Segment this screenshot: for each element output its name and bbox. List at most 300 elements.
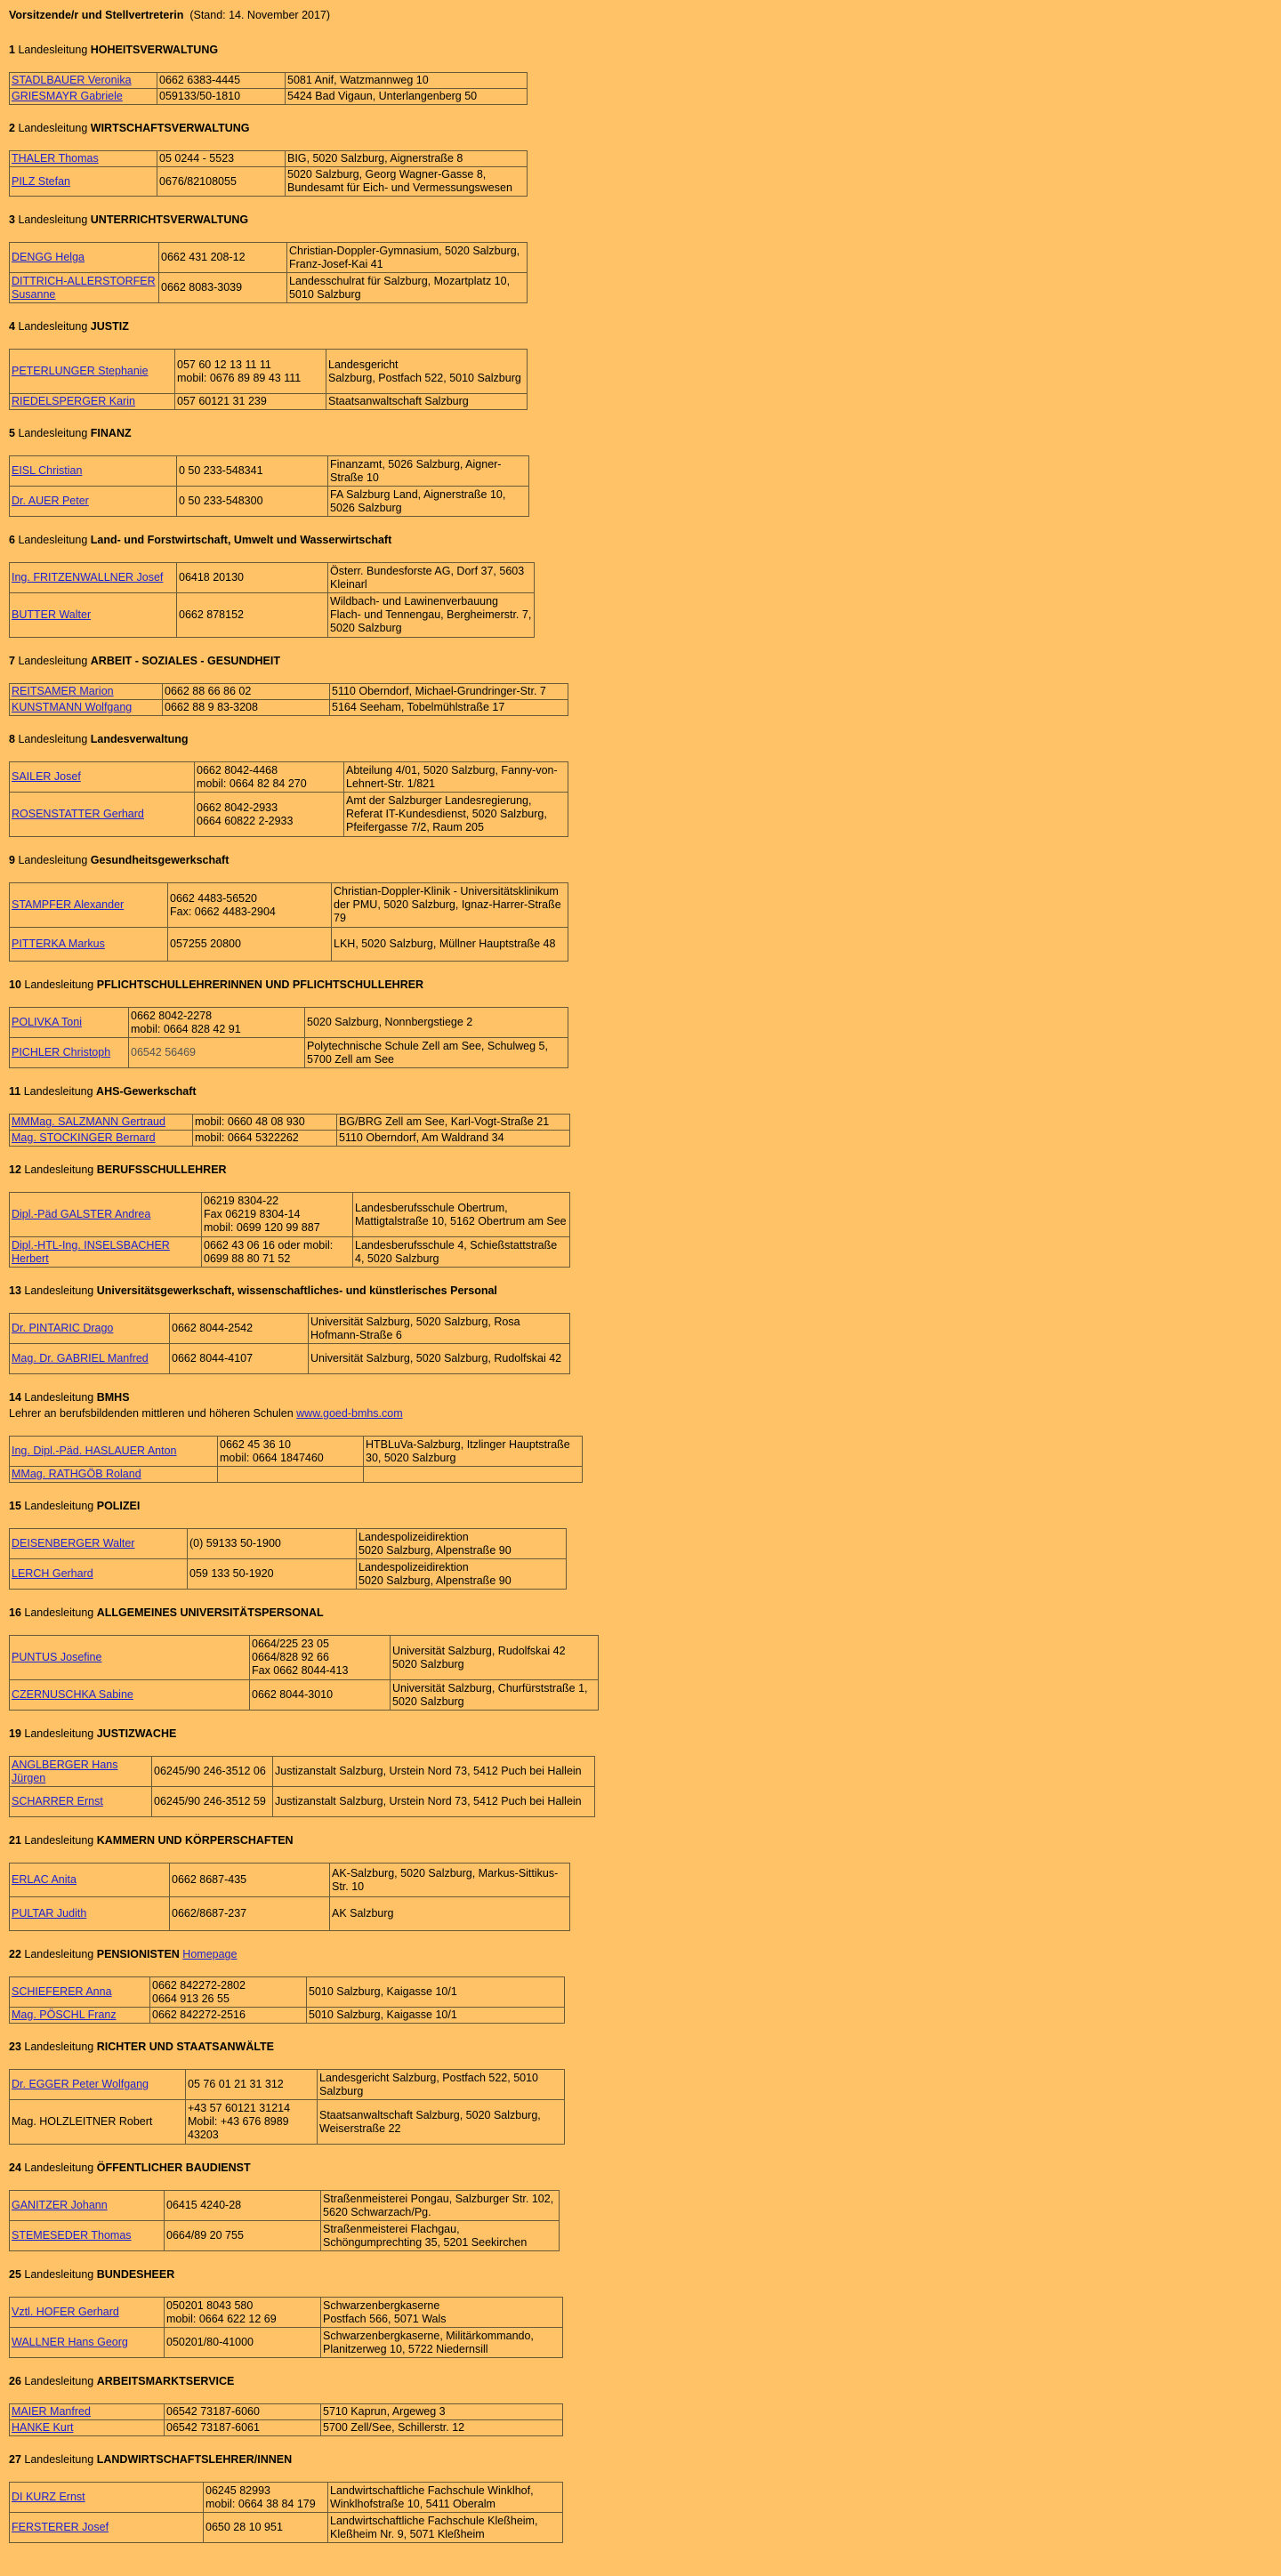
phone-cell	[165, 2404, 321, 2420]
table-row	[10, 762, 568, 793]
name-cell	[10, 2008, 150, 2024]
section-label-prefix: Landesleitung	[18, 733, 88, 745]
section-4	[9, 318, 1281, 410]
section-number: 1	[9, 44, 15, 56]
contact-name-link[interactable]: SCHARRER Ernst	[12, 1795, 103, 1807]
name-cell	[10, 394, 175, 410]
section-label-prefix: Landesleitung	[24, 1834, 94, 1847]
contact-name-link[interactable]: STAMPFER Alexander	[12, 898, 125, 911]
address-text: Justizanstalt Salzburg, Urstein Nord 73, 5412 Puch bei Hallein	[275, 1795, 582, 1807]
section-name: JUSTIZ	[90, 320, 129, 333]
phone-number: 0662 878152	[179, 608, 244, 621]
phone-number: 05 0244 - 5523	[159, 152, 235, 165]
section-name: RICHTER UND STAATSANWÄLTE	[96, 2041, 275, 2053]
contacts-table	[9, 2482, 563, 2543]
section-note	[9, 1405, 1281, 1421]
section-title	[9, 977, 1281, 993]
contact-name-link[interactable]: MMag. RATHGÖB Roland	[12, 1468, 141, 1480]
address-text: AK-Salzburg, 5020 Salzburg, Markus-Sittikus-Str. 10	[332, 1866, 559, 1893]
section-number: 21	[9, 1834, 21, 1847]
contacts-table	[9, 882, 568, 962]
address-cell	[307, 2008, 565, 2024]
address-cell	[305, 1038, 568, 1068]
table-row	[10, 793, 568, 837]
contacts-table	[9, 562, 535, 638]
contacts-table	[9, 1756, 595, 1817]
section-name: JUSTIZWACHE	[96, 1727, 177, 1740]
name-cell	[10, 167, 157, 197]
name-cell	[10, 684, 163, 700]
table-row	[10, 1344, 570, 1374]
contact-name-link[interactable]: SCHIEFERER Anna	[12, 1985, 112, 1998]
contact-name-link[interactable]: PULTAR Judith	[12, 1907, 87, 1920]
address-text: Universität Salzburg, 5020 Salzburg, Rosa Hofmann-Straße 6	[310, 1315, 520, 1341]
section-title	[9, 212, 1281, 228]
contact-name-link[interactable]: STEMESEDER Thomas	[12, 2229, 132, 2242]
address-cell	[287, 243, 528, 273]
phone-cell	[165, 2298, 321, 2328]
phone-number: 0 50 233-548341	[179, 464, 263, 477]
phone-number: 0650 28 10 951	[205, 2521, 283, 2533]
contact-name-link[interactable]: Ing. FRITZENWALLNER Josef	[12, 571, 164, 584]
phone-number: mobil: 0660 48 08 930	[195, 1115, 305, 1128]
contact-name-link[interactable]: WALLNER Hans Georg	[12, 2336, 128, 2348]
contact-name-link[interactable]: ANGLBERGER Hans Jürgen	[12, 1758, 118, 1784]
phone-cell	[193, 1131, 337, 1147]
table-row	[10, 684, 568, 700]
contact-name-link[interactable]: ROSENSTATTER Gerhard	[12, 808, 144, 820]
phone-cell	[170, 1314, 309, 1344]
contact-name-link[interactable]: FERSTERER Josef	[12, 2521, 109, 2533]
table-row	[10, 243, 528, 273]
section-name: BUNDESHEER	[96, 2268, 175, 2281]
address-text: AK Salzburg	[332, 1907, 394, 1920]
contact-name-link[interactable]: DI KURZ Ernst	[12, 2491, 85, 2503]
table-row	[10, 593, 535, 638]
contact-name-link[interactable]: SAILER Josef	[12, 770, 81, 783]
section-label-prefix: Landesleitung	[23, 1085, 93, 1098]
table-row	[10, 2100, 565, 2145]
name-cell	[10, 700, 163, 716]
contacts-table	[9, 2190, 560, 2251]
name-cell	[10, 1559, 188, 1590]
contact-name-link[interactable]: PILZ Stefan	[12, 174, 71, 188]
phone-number: 0662 88 66 86 02	[165, 685, 252, 697]
address-text: HTBLuVa-Salzburg, Itzlinger Hauptstraße 30, 5020 Salzburg	[366, 1437, 570, 1464]
address-cell	[286, 151, 528, 167]
section-title	[9, 2160, 1281, 2176]
section-name: POLIZEI	[96, 1500, 141, 1512]
address-text: Universität Salzburg, 5020 Salzburg, Rudolfskai 42	[310, 1352, 562, 1364]
contact-name-link[interactable]: PICHLER Christoph	[12, 1046, 111, 1059]
address-cell	[344, 762, 568, 793]
section-number: 11	[9, 1085, 21, 1098]
contact-name-link[interactable]: POLIVKA Toni	[12, 1016, 82, 1028]
phone-number: 0662 8042-2933 0664 60822 2-2933	[197, 801, 294, 827]
phone-number: 0676/82108055	[159, 174, 237, 188]
address-text: Österr. Bundesforste AG, Dorf 37, 5603 Kleinarl	[330, 564, 525, 591]
section-title	[9, 2266, 1281, 2282]
phone-cell	[165, 2328, 321, 2358]
address-cell	[273, 1757, 595, 1787]
table-row	[10, 1559, 567, 1590]
section-title	[9, 1389, 1281, 1405]
address-text: 5010 Salzburg, Kaigasse 10/1	[309, 1985, 457, 1998]
table-row	[10, 2483, 563, 2513]
phone-number: 0662/8687-237	[172, 1907, 247, 1920]
section-label-prefix: Landesleitung	[24, 1391, 94, 1404]
section-name: FINANZ	[90, 427, 132, 439]
section-label-prefix: Landesleitung	[18, 213, 88, 226]
address-cell	[328, 487, 529, 517]
contacts-table	[9, 761, 568, 837]
section-title	[9, 1083, 1281, 1099]
phone-number: 06542 73187-6061	[166, 2421, 260, 2434]
section-label-prefix: Landesleitung	[24, 1163, 94, 1176]
section-11	[9, 1083, 1281, 1147]
address-cell	[305, 1008, 568, 1038]
address-cell	[332, 928, 568, 962]
section-name: ÖFFENTLICHER BAUDIENST	[96, 2161, 251, 2174]
address-cell	[307, 1977, 565, 2008]
section-name: AHS-Gewerkschaft	[96, 1085, 197, 1098]
address-cell	[286, 167, 528, 197]
section-number: 10	[9, 978, 21, 991]
name-cell	[10, 2483, 204, 2513]
address-text: Justizanstalt Salzburg, Urstein Nord 73, 5412 Puch bei Hallein	[275, 1765, 582, 1777]
phone-cell	[177, 563, 328, 593]
contact-name-link[interactable]: REITSAMER Marion	[12, 685, 114, 697]
section-name: Universitätsgewerkschaft, wissenschaftliches- und künstlerisches Personal	[96, 1284, 497, 1297]
table-row	[10, 2328, 563, 2358]
contact-name-link[interactable]: RIEDELSPERGER Karin	[12, 395, 135, 407]
address-cell	[332, 883, 568, 928]
contact-name-link[interactable]: Dr. EGGER Peter Wolfgang	[12, 2078, 149, 2090]
section-name: WIRTSCHAFTSVERWALTUNG	[90, 122, 250, 134]
table-row	[10, 1131, 570, 1147]
phone-number: 0662 8044-3010	[252, 1688, 334, 1701]
phone-number: 0662 842272-2802 0664 913 26 55	[152, 1978, 246, 2005]
address-cell	[318, 2070, 565, 2100]
section-title	[9, 1498, 1281, 1514]
table-row	[10, 2221, 560, 2251]
contact-name-link[interactable]: Dipl.-HTL-Ing. INSELSBACHER Herbert	[12, 1238, 170, 1265]
name-cell	[10, 1344, 170, 1374]
section-23	[9, 2039, 1281, 2145]
contacts-table	[9, 455, 529, 517]
name-cell	[10, 273, 159, 303]
address-text: Schwarzenbergkaserne Postfach 566, 5071 Wals	[323, 2298, 447, 2325]
section-number: 14	[9, 1391, 21, 1404]
section-number: 8	[9, 733, 15, 745]
contacts-table	[9, 1528, 567, 1590]
address-cell	[321, 2420, 563, 2436]
name-cell	[10, 928, 168, 962]
address-cell	[326, 394, 528, 410]
phone-number: (0) 59133 50-1900	[189, 1537, 281, 1550]
name-cell	[10, 1680, 250, 1711]
contacts-table	[9, 349, 528, 410]
section-name: BMHS	[96, 1391, 130, 1404]
section-12	[9, 1162, 1281, 1268]
address-cell	[330, 684, 568, 700]
section-name: LANDWIRTSCHAFTSLEHRER/INNEN	[96, 2453, 293, 2466]
phone-cell	[250, 1636, 391, 1680]
contact-name-link[interactable]: GRIESMAYR Gabriele	[12, 90, 123, 102]
table-row	[10, 487, 529, 517]
phone-cell	[159, 243, 287, 273]
contact-name-link[interactable]: Vztl. HOFER Gerhard	[12, 2306, 119, 2318]
table-row	[10, 89, 528, 105]
address-cell	[337, 1115, 570, 1131]
section-label-prefix: Landesleitung	[18, 534, 88, 546]
contact-name-link[interactable]: PETERLUNGER Stephanie	[12, 365, 149, 377]
phone-cell	[195, 793, 344, 837]
phone-cell	[193, 1115, 337, 1131]
address-cell	[309, 1314, 570, 1344]
name-cell	[10, 456, 177, 487]
name-cell	[10, 487, 177, 517]
phone-number: mobil: 0664 5322262	[195, 1131, 299, 1144]
section-title	[9, 2373, 1281, 2389]
address-text: Straßenmeisterei Pongau, Salzburger Str. 102, 5620 Schwarzach/Pg.	[323, 2192, 554, 2218]
section-number: 7	[9, 655, 15, 667]
section-name: ALLGEMEINES UNIVERSITÄTSPERSONAL	[96, 1606, 324, 1619]
phone-number: 0662 8042-2278 mobil: 0664 828 42 91	[131, 1009, 241, 1035]
name-cell	[10, 2191, 165, 2221]
phone-cell	[150, 1977, 307, 2008]
phone-cell	[168, 928, 332, 962]
contacts-table	[9, 1007, 568, 1068]
section-label-prefix: Landesleitung	[24, 2453, 94, 2466]
contact-name-link[interactable]: EISL Christian	[12, 464, 83, 477]
address-cell	[330, 1864, 570, 1897]
table-row	[10, 1864, 570, 1897]
contact-name-link[interactable]: PITTERKA Markus	[12, 938, 105, 950]
address-cell	[286, 73, 528, 89]
contact-name-link[interactable]: DEISENBERGER Walter	[12, 1537, 135, 1550]
address-cell	[273, 1787, 595, 1817]
address-text: Schwarzenbergkaserne, Militärkommando, Planitzerweg 10, 5722 Niedernsill	[323, 2329, 534, 2355]
phone-number: 057 60 12 13 11 11 mobil: 0676 89 89 43 111	[177, 358, 302, 384]
contact-name-link[interactable]: PUNTUS Josefine	[12, 1651, 102, 1663]
section-26	[9, 2373, 1281, 2436]
contact-name: Mag. HOLZLEITNER Robert	[12, 2115, 153, 2128]
section-number: 25	[9, 2268, 21, 2281]
section-title	[9, 1726, 1281, 1742]
phone-cell	[150, 2008, 307, 2024]
contact-name-link[interactable]: Dr. PINTARIC Drago	[12, 1322, 114, 1334]
phone-number: 06542 56469	[131, 1046, 196, 1059]
address-text: Finanzamt, 5026 Salzburg, Aigner-Straße 10	[330, 457, 502, 484]
address-cell	[328, 456, 529, 487]
contact-name-link[interactable]: MMMag. SALZMANN Gertraud	[12, 1115, 165, 1128]
page-title	[9, 7, 1281, 23]
address-text: Landespolizeidirektion 5020 Salzburg, Alpenstraße 90	[359, 1560, 512, 1587]
section-note-link[interactable]: www.goed-bmhs.com	[296, 1407, 403, 1420]
contacts-table	[9, 1635, 599, 1711]
phone-number: 0662 88 9 83-3208	[165, 701, 258, 713]
section-2	[9, 120, 1281, 197]
page-title-date: (Stand: 14. November 2017)	[189, 9, 331, 21]
name-cell	[10, 1636, 250, 1680]
contact-name-link[interactable]: Mag. STOCKINGER Bernard	[12, 1131, 156, 1144]
address-text: Staatsanwaltschaft Salzburg, 5020 Salzburg, Weiserstraße 22	[319, 2108, 541, 2135]
address-cell	[357, 1529, 567, 1559]
name-cell	[10, 243, 159, 273]
section-8	[9, 731, 1281, 837]
address-text: Landesberufsschule Obertrum, Mattigtalstraße 10, 5162 Obertrum am See	[355, 1201, 567, 1228]
contact-name-link[interactable]: THALER Thomas	[12, 152, 99, 165]
contacts-table	[9, 683, 568, 716]
address-text: Landesschulrat für Salzburg, Mozartplatz 10, 5010 Salzburg	[289, 274, 511, 301]
table-row	[10, 1787, 595, 1817]
contact-name-link[interactable]: STADLBAUER Veronika	[12, 74, 132, 86]
section-label-prefix: Landesleitung	[24, 2041, 94, 2053]
phone-number: 057 60121 31 239	[177, 395, 267, 407]
name-cell	[10, 2404, 165, 2420]
address-text: Wildbach- und Lawinenverbauung Flach- und Tennengau, Bergheimerstr. 7, 5020 Salzburg	[330, 595, 532, 634]
phone-cell	[170, 1344, 309, 1374]
phone-number: 0662 8044-4107	[172, 1352, 254, 1364]
section-label-prefix: Landesleitung	[24, 978, 94, 991]
address-text: Universität Salzburg, Rudolfskai 42 5020 Salzburg	[392, 1644, 566, 1670]
address-cell	[309, 1344, 570, 1374]
table-row	[10, 928, 568, 962]
name-cell	[10, 1437, 218, 1467]
name-cell	[10, 1038, 129, 1068]
address-cell	[328, 2513, 563, 2543]
phone-number: 0662 4483-56520 Fax: 0662 4483-2904	[170, 891, 276, 918]
name-cell	[10, 1131, 193, 1147]
table-row	[10, 1437, 583, 1467]
phone-number: 0662 43 06 16 oder mobil: 0699 88 80 71 52	[204, 1238, 334, 1265]
address-text: 5710 Kaprun, Argeweg 3	[323, 2405, 446, 2418]
name-cell	[10, 2513, 204, 2543]
phone-cell	[204, 2483, 328, 2513]
phone-number: 06245 82993 mobil: 0664 38 84 179	[205, 2483, 316, 2510]
address-text: Straßenmeisterei Flachgau, Schöngumprechting 35, 5201 Seekirchen	[323, 2222, 528, 2249]
contact-name-link[interactable]: CZERNUSCHKA Sabine	[12, 1688, 133, 1701]
section-label-prefix: Landesleitung	[24, 1606, 94, 1619]
contact-name-link[interactable]: Dr. AUER Peter	[12, 495, 89, 507]
table-row	[10, 2298, 563, 2328]
phone-cell	[163, 700, 330, 716]
table-row	[10, 1115, 570, 1131]
phone-number: 059133/50-1810	[159, 90, 241, 102]
address-text: 5010 Salzburg, Kaigasse 10/1	[309, 2008, 457, 2021]
phone-number: 06219 8304-22 Fax 06219 8304-14 mobil: 0699 120 99 887	[204, 1195, 320, 1234]
section-label-prefix: Landesleitung	[18, 320, 88, 333]
section-label-prefix: Landesleitung	[18, 854, 88, 866]
contact-name-link[interactable]: HANKE Kurt	[12, 2421, 74, 2434]
section-name: Gesundheitsgewerkschaft	[90, 854, 230, 866]
name-cell	[10, 1237, 202, 1268]
phone-number: 0662 6383-4445	[159, 74, 241, 86]
section-number: 6	[9, 534, 15, 546]
contact-name-link[interactable]: MAIER Manfred	[12, 2405, 91, 2418]
section-name: PENSIONISTEN	[96, 1948, 180, 1960]
contact-name-link[interactable]: Ing. Dipl.-Päd. HASLAUER Anton	[12, 1445, 177, 1457]
address-cell	[321, 2328, 563, 2358]
section-label-prefix: Landesleitung	[24, 1500, 94, 1512]
contact-name-link[interactable]: ERLAC Anita	[12, 1873, 77, 1886]
table-row	[10, 1897, 570, 1931]
table-row	[10, 456, 529, 487]
table-row	[10, 2008, 565, 2024]
phone-number: 06245/90 246-3512 59	[154, 1795, 266, 1807]
section-3	[9, 212, 1281, 303]
phone-cell	[170, 1864, 330, 1897]
section-number: 9	[9, 854, 15, 866]
section-number: 19	[9, 1727, 21, 1740]
address-text: Polytechnische Schule Zell am See, Schulweg 5, 5700 Zell am See	[307, 1039, 548, 1066]
contact-name-link[interactable]: BUTTER Walter	[12, 608, 92, 621]
phone-cell	[152, 1757, 273, 1787]
section-name: KAMMERN UND KÖRPERSCHAFTEN	[96, 1834, 294, 1847]
phone-cell	[186, 2100, 318, 2145]
address-text: Staatsanwaltschaft Salzburg	[328, 395, 469, 407]
section-title	[9, 42, 1281, 58]
name-cell	[10, 2298, 165, 2328]
contact-name-link[interactable]: LERCH Gerhard	[12, 1567, 93, 1580]
phone-cell	[218, 1437, 364, 1467]
table-row	[10, 1977, 565, 2008]
section-number: 13	[9, 1284, 21, 1297]
section-6	[9, 532, 1281, 638]
contacts-table	[9, 1192, 570, 1268]
section-7	[9, 653, 1281, 716]
phone-number: 05 76 01 21 31 312	[188, 2078, 284, 2090]
contact-name-link[interactable]: GANITZER Johann	[12, 2199, 108, 2211]
section-13	[9, 1283, 1281, 1374]
name-cell	[10, 1314, 170, 1344]
contact-name-link[interactable]: Mag. PÖSCHL Franz	[12, 2008, 117, 2021]
section-title	[9, 1162, 1281, 1178]
contact-name-link[interactable]: KUNSTMANN Wolfgang	[12, 701, 133, 713]
address-cell	[330, 1897, 570, 1931]
contacts-table	[9, 72, 528, 105]
address-cell	[321, 2298, 563, 2328]
address-cell	[353, 1193, 570, 1237]
section-label-prefix: Landesleitung	[18, 655, 88, 667]
section-number: 22	[9, 1948, 21, 1960]
address-cell	[328, 563, 535, 593]
phone-cell	[195, 762, 344, 793]
address-text: Amt der Salzburger Landesregierung, Referat IT-Kundesdienst, 5020 Salzburg, Pfeifergasse 7/2, Raum 205	[346, 794, 547, 833]
phone-cell	[218, 1467, 364, 1483]
section-22	[9, 1946, 1281, 2024]
address-cell	[326, 350, 528, 394]
contact-name-link[interactable]: DITTRICH-ALLERSTORFER Susanne	[12, 274, 156, 301]
name-cell	[10, 1977, 150, 2008]
contact-name-link[interactable]: DENGG Helga	[12, 251, 85, 263]
contact-name-link[interactable]: Dipl.-Päd GALSTER Andrea	[12, 1208, 151, 1220]
section-16	[9, 1605, 1281, 1711]
section-15	[9, 1498, 1281, 1590]
contact-name-link[interactable]: Mag. Dr. GABRIEL Manfred	[12, 1352, 149, 1364]
table-row	[10, 1314, 570, 1344]
section-homepage-link[interactable]: Homepage	[182, 1948, 238, 1960]
name-cell	[10, 1467, 218, 1483]
name-cell	[10, 1193, 202, 1237]
section-number: 12	[9, 1163, 21, 1176]
section-number: 26	[9, 2375, 21, 2387]
table-row	[10, 2513, 563, 2543]
section-number: 15	[9, 1500, 21, 1512]
address-cell	[328, 593, 535, 638]
phone-number: 0662 8044-2542	[172, 1322, 254, 1334]
